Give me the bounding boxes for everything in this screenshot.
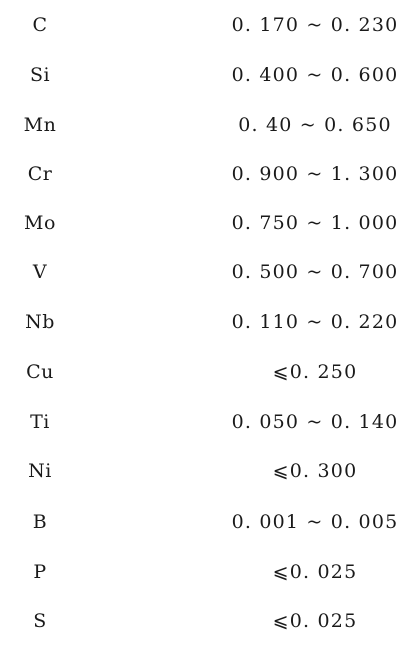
content-range: 0. 001 ~ 0. 005 bbox=[231, 511, 399, 533]
table-row bbox=[0, 0, 420, 50]
content-range: 0. 050 ~ 0. 140 bbox=[231, 411, 399, 433]
content-range: ⩽0. 025 bbox=[272, 561, 358, 583]
content-range: 0. 900 ~ 1. 300 bbox=[231, 163, 399, 185]
content-range: ⩽0. 300 bbox=[272, 460, 358, 482]
element-symbol: Ti bbox=[30, 411, 50, 433]
content-range: 0. 170 ~ 0. 230 bbox=[231, 14, 399, 36]
table-row bbox=[0, 198, 420, 248]
element-symbol: Nb bbox=[25, 311, 55, 333]
element-symbol: Cr bbox=[27, 163, 53, 185]
element-symbol: C bbox=[32, 14, 48, 36]
element-symbol: S bbox=[33, 610, 47, 632]
element-symbol: B bbox=[32, 511, 48, 533]
content-range: 0. 750 ~ 1. 000 bbox=[231, 212, 399, 234]
table-row bbox=[0, 247, 420, 297]
element-symbol: Mn bbox=[23, 114, 57, 136]
table-row bbox=[0, 547, 420, 597]
content-range: 0. 110 ~ 0. 220 bbox=[231, 311, 399, 333]
element-symbol: P bbox=[33, 561, 47, 583]
table-row bbox=[0, 50, 420, 100]
table-row bbox=[0, 446, 420, 496]
element-symbol: Cu bbox=[26, 361, 54, 383]
table-row bbox=[0, 397, 420, 447]
table-row bbox=[0, 149, 420, 199]
table-row bbox=[0, 347, 420, 397]
element-symbol: Si bbox=[29, 64, 51, 86]
element-symbol: Mo bbox=[24, 212, 56, 234]
content-range: ⩽0. 250 bbox=[272, 361, 358, 383]
content-range: ⩽0. 025 bbox=[272, 610, 358, 632]
element-symbol: V bbox=[32, 261, 48, 283]
content-range: 0. 40 ~ 0. 650 bbox=[238, 114, 392, 136]
content-range: 0. 400 ~ 0. 600 bbox=[231, 64, 399, 86]
element-symbol: Ni bbox=[28, 460, 52, 482]
content-range: 0. 500 ~ 0. 700 bbox=[231, 261, 399, 283]
table-row bbox=[0, 596, 420, 646]
table-row bbox=[0, 100, 420, 150]
table-row bbox=[0, 497, 420, 547]
table-row bbox=[0, 297, 420, 347]
